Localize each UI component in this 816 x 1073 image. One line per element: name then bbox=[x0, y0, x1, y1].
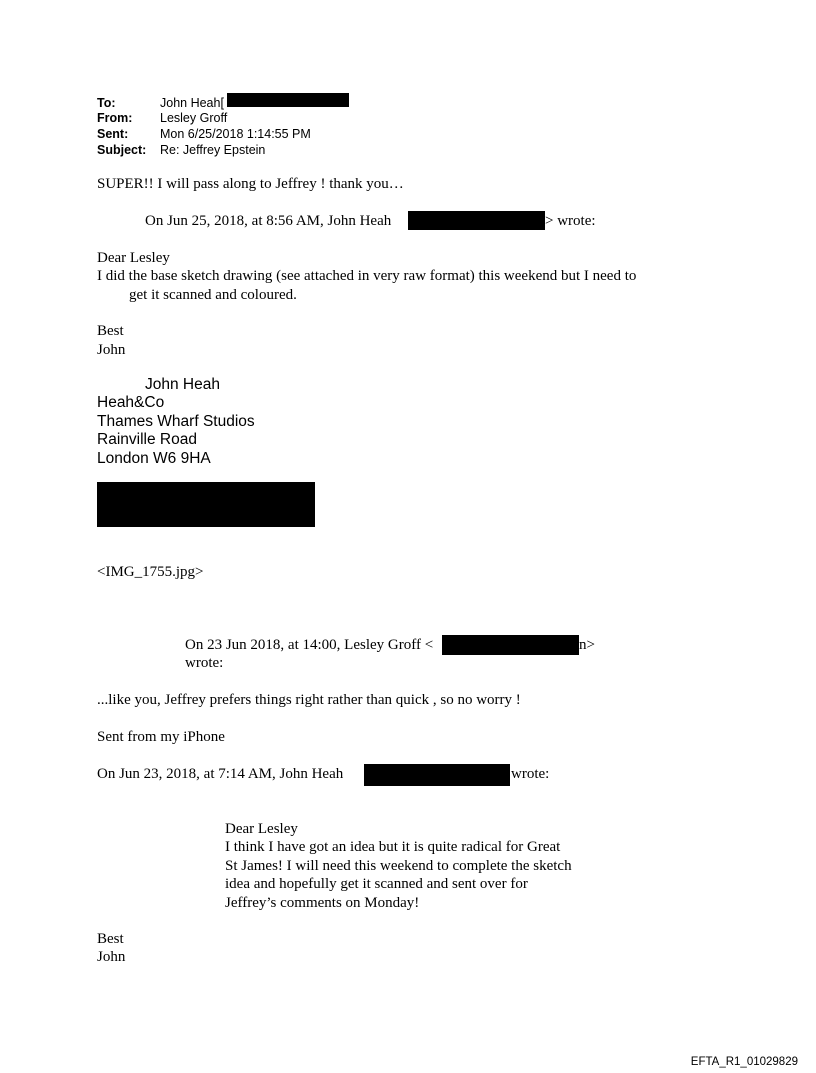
subject-label: Subject: bbox=[97, 143, 147, 157]
to-label: To: bbox=[97, 96, 116, 110]
signature-line1: Thames Wharf Studios bbox=[97, 413, 255, 430]
sent-value: Mon 6/25/2018 1:14:55 PM bbox=[160, 127, 311, 141]
redaction-box bbox=[97, 482, 315, 527]
from-value: Lesley Groff bbox=[160, 111, 228, 125]
sent-row bbox=[97, 127, 311, 142]
quote1-intro-a: On Jun 25, 2018, at 8:56 AM, John Heah bbox=[145, 213, 392, 229]
q3-line4: Jeffrey’s comments on Monday! bbox=[225, 895, 420, 911]
subject-row bbox=[97, 143, 265, 158]
to-row bbox=[97, 96, 224, 111]
signature-line3: London W6 9HA bbox=[97, 450, 211, 467]
reply-line: SUPER!! I will pass along to Jeffrey ! thank you… bbox=[97, 176, 404, 192]
signature-line2: Rainville Road bbox=[97, 431, 197, 448]
q1-line2: get it scanned and coloured. bbox=[129, 287, 297, 303]
redaction-box bbox=[442, 635, 579, 655]
q1-closing: Best bbox=[97, 323, 124, 339]
sent-label: Sent: bbox=[97, 127, 129, 141]
document-id: EFTA_R1_01029829 bbox=[690, 1056, 798, 1068]
redaction-box bbox=[408, 211, 545, 230]
q3-line2: St James! I will need this weekend to complete the sketch bbox=[225, 858, 572, 874]
subject-value: Re: Jeffrey Epstein bbox=[160, 143, 266, 157]
redaction-box bbox=[364, 764, 510, 786]
q1-name: John bbox=[97, 342, 126, 358]
q2-line: ...like you, Jeffrey prefers things right rather than quick , so no worry ! bbox=[97, 692, 521, 708]
quote3-intro-a: On Jun 23, 2018, at 7:14 AM, John Heah bbox=[97, 766, 344, 782]
q1-line1: I did the base sketch drawing (see attached in very raw format) this weekend but I need to bbox=[97, 268, 637, 284]
redaction-box bbox=[227, 93, 349, 107]
q3-name: John bbox=[97, 949, 126, 965]
q3-line3: idea and hopefully get it scanned and sent over for bbox=[225, 876, 528, 892]
attachment-name[interactable]: <IMG_1755.jpg> bbox=[97, 564, 204, 580]
q2-sent-from: Sent from my iPhone bbox=[97, 729, 225, 745]
quote2-intro-b: wrote: bbox=[185, 655, 224, 671]
q3-line1: I think I have got an idea but it is quite radical for Great bbox=[225, 839, 561, 855]
signature-name: John Heah bbox=[145, 376, 220, 393]
quote3-intro-b: wrote: bbox=[511, 766, 550, 782]
quote1-intro-b: > wrote: bbox=[545, 213, 596, 229]
q3-closing: Best bbox=[97, 931, 124, 947]
q1-greeting: Dear Lesley bbox=[97, 250, 170, 266]
from-label: From: bbox=[97, 111, 133, 125]
from-row bbox=[97, 111, 227, 126]
to-value: John Heah[ bbox=[160, 96, 224, 110]
signature-company: Heah&Co bbox=[97, 394, 165, 411]
quote2-intro-a: On 23 Jun 2018, at 14:00, Lesley Groff < bbox=[185, 637, 434, 653]
q3-greeting: Dear Lesley bbox=[225, 821, 298, 837]
quote2-intro-tail: n> bbox=[579, 637, 595, 653]
